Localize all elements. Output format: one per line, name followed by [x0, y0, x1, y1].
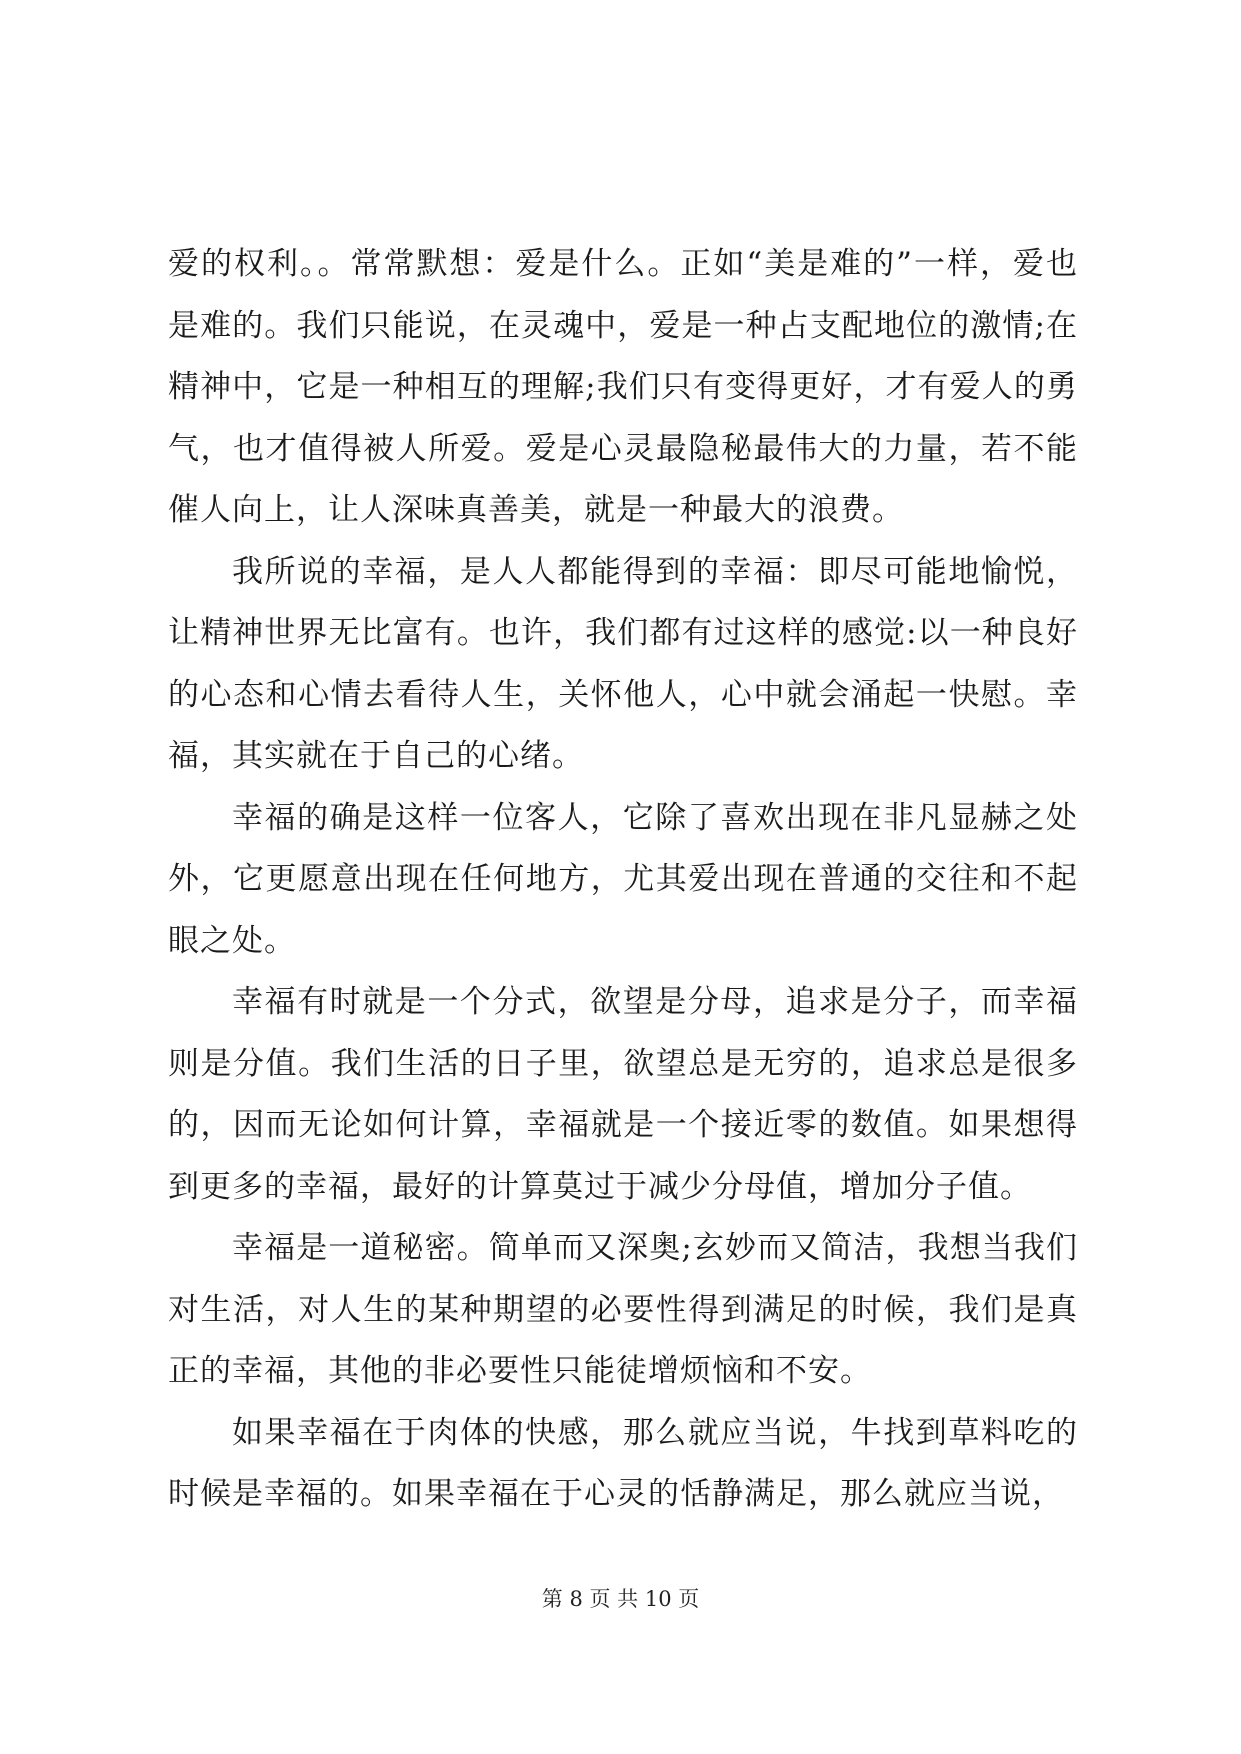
paragraph-2: 我所说的幸福，是人人都能得到的幸福：即尽可能地愉悦，让精神世界无比富有。也许，我们都有过这样的感觉:以一种良好的心态和心情去看待人生，关怀他人，心中就会涌起一快慰。幸福，其实就在于自己的心绪。	[168, 553, 1078, 774]
paragraph-4: 幸福有时就是一个分式，欲望是分母，追求是分子，而幸福则是分值。我们生活的日子里，欲望总是无穷的，追求总是很多的，因而无论如何计算，幸福就是一个接近零的数值。如果想得到更多的幸福，最好的计算莫过于减少分母值，增加分子值。	[168, 984, 1078, 1205]
paragraph-6: 如果幸福在于肉体的快感，那么就应当说，牛找到草料吃的时候是幸福的。如果幸福在于心灵的恬静满足，那么就应当说，	[168, 1414, 1078, 1512]
paragraph-3: 幸福的确是这样一位客人，它除了喜欢出现在非凡显赫之处外，它更愿意出现在任何地方，尤其爱出现在普通的交往和不起眼之处。	[168, 799, 1078, 959]
body-text	[168, 234, 1078, 1526]
paragraph-5: 幸福是一道秘密。简单而又深奥;玄妙而又简洁，我想当我们对生活，对人生的某种期望的必要性得到满足的时候，我们是真正的幸福，其他的非必要性只能徒增烦恼和不安。	[168, 1230, 1078, 1389]
page-number-footer: 第 8 页 共 10 页	[541, 1587, 700, 1611]
paragraph-1: 爱的权利。。常常默想：爱是什么。正如“美是难的”一样，爱也是难的。我们只能说，在灵魂中，爱是一种占支配地位的激情;在精神中，它是一种相互的理解;我们只有变得更好，才有爱人的勇气，也才值得被人所爱。爱是心灵最隐秘最伟大的力量，若不能催人向上，让人深味真善美，就是一种最大的浪费。	[168, 246, 1078, 528]
